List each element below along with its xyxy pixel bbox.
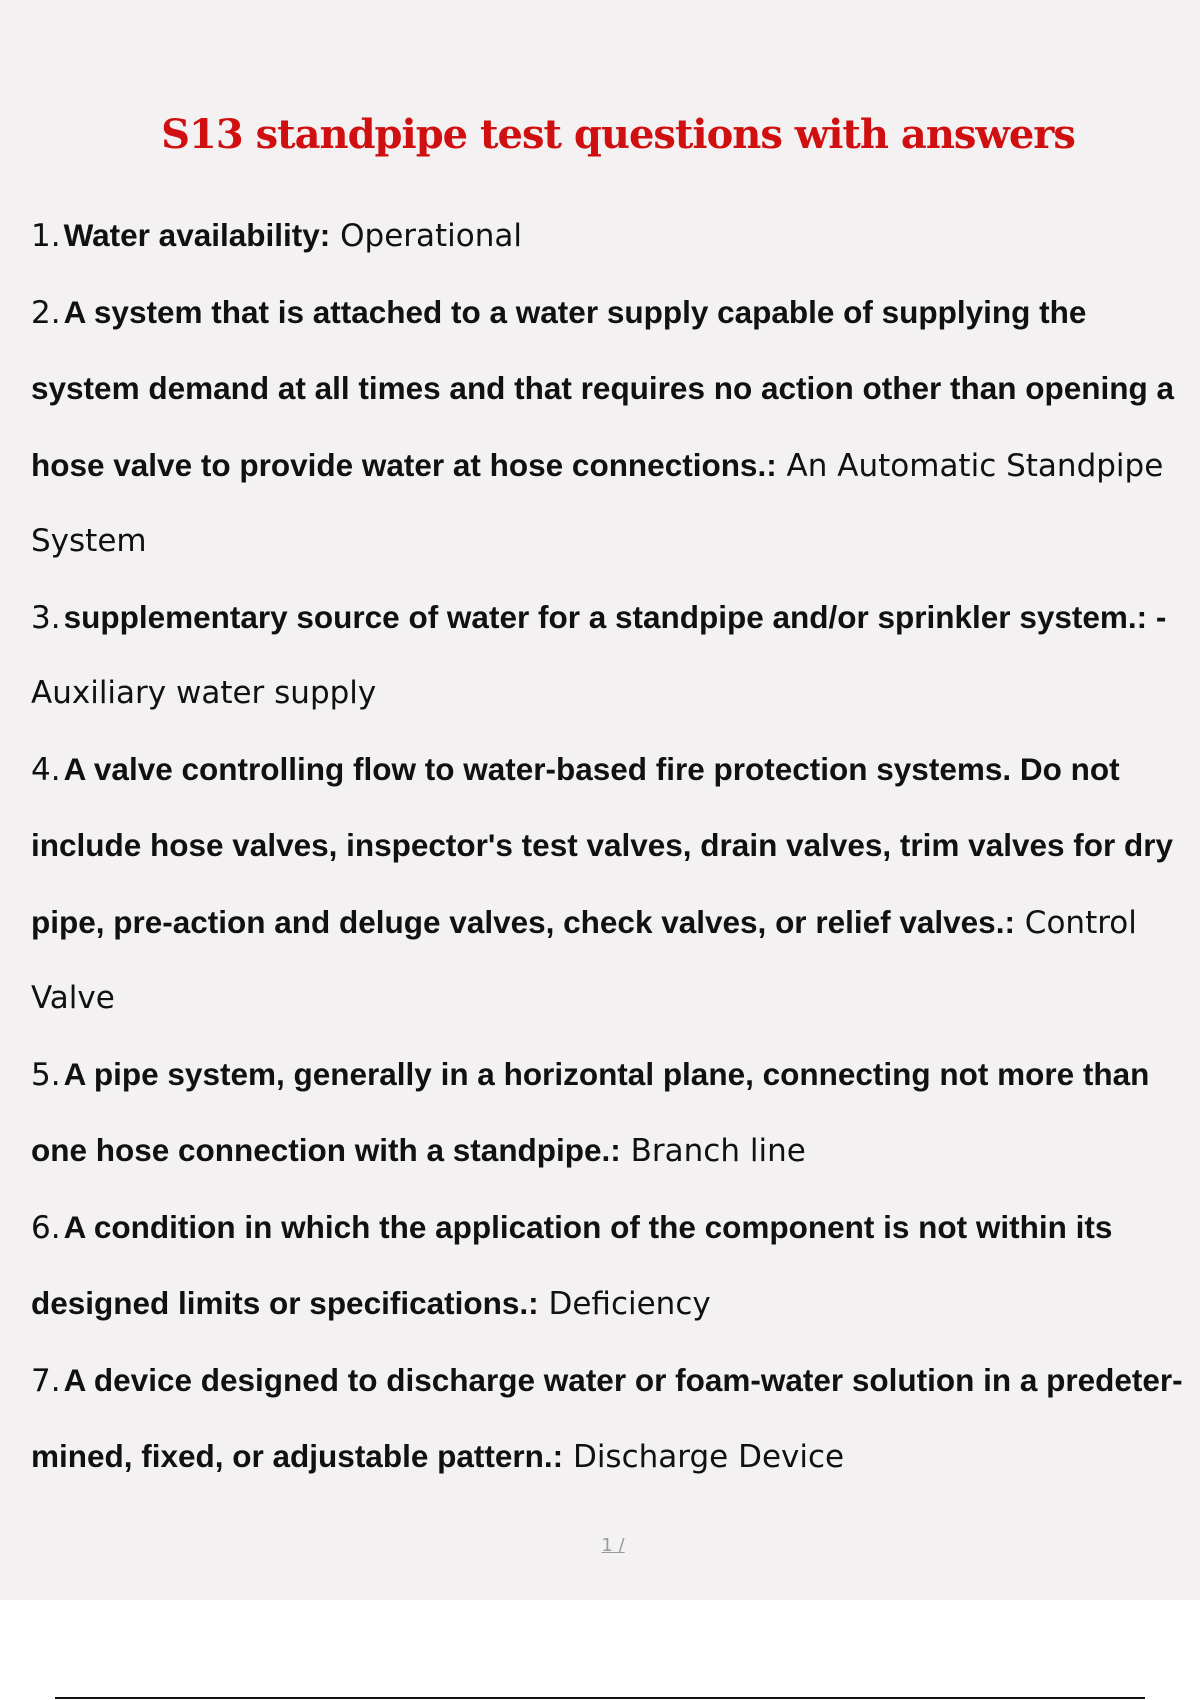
list-item (31, 198, 1191, 275)
list-item (31, 732, 1191, 1037)
item-answer: An Automatic Standpipe System (31, 447, 1164, 559)
item-number: 5. (31, 1056, 61, 1093)
item-answer: Discharge Device (563, 1439, 845, 1475)
item-question: A valve controlling flow to water-based fire protection systems. Do not include hose valves, inspector's test valves, drain valves, trim valves for dry pipe, pre-action and deluge valves, check valves, or relief valves.: (31, 750, 1174, 940)
item-number: 7. (31, 1362, 61, 1399)
item-number: 6. (31, 1209, 61, 1246)
item-answer: Operational (330, 218, 523, 254)
item-question: A device designed to discharge water or foam-water solution in a predeter- mined, fixed, or adjustable pattern.: (31, 1361, 1183, 1474)
item-question: A system that is attached to a water supply capable of supplying the system demand at all times and that requires no action other than opening a hose valve to provide water at hose connections.: (31, 293, 1174, 483)
list-item (31, 1037, 1191, 1190)
page-title: S13 standpipe test questions with answers (161, 111, 1075, 158)
list-item (31, 580, 1191, 732)
item-answer: Branch line (620, 1133, 806, 1169)
list-item (31, 275, 1191, 580)
item-question: supplementary source of water for a standpipe and/or sprinkler system.: - (63, 598, 1167, 635)
page-number: 1 / (601, 1535, 625, 1556)
item-number: 3. (31, 599, 61, 636)
item-number: 1. (31, 218, 61, 254)
list-item (31, 1190, 1191, 1343)
item-number: 4. (31, 751, 61, 788)
page-divider (55, 1697, 1145, 1699)
item-number: 2. (31, 294, 61, 331)
item-answer: Control Valve (31, 904, 1137, 1016)
item-question: Water availability: (63, 217, 331, 253)
item-answer: Deficiency (538, 1286, 711, 1322)
item-question: A pipe system, generally in a horizontal plane, connecting not more than one hose connection with a standpipe.: (31, 1055, 1150, 1168)
item-question: A condition in which the application of the component is not within its designed limits or specifications.: (31, 1208, 1113, 1321)
list-item (31, 1343, 1191, 1496)
question-list (31, 198, 1191, 1496)
item-answer: Auxiliary water supply (31, 675, 377, 711)
